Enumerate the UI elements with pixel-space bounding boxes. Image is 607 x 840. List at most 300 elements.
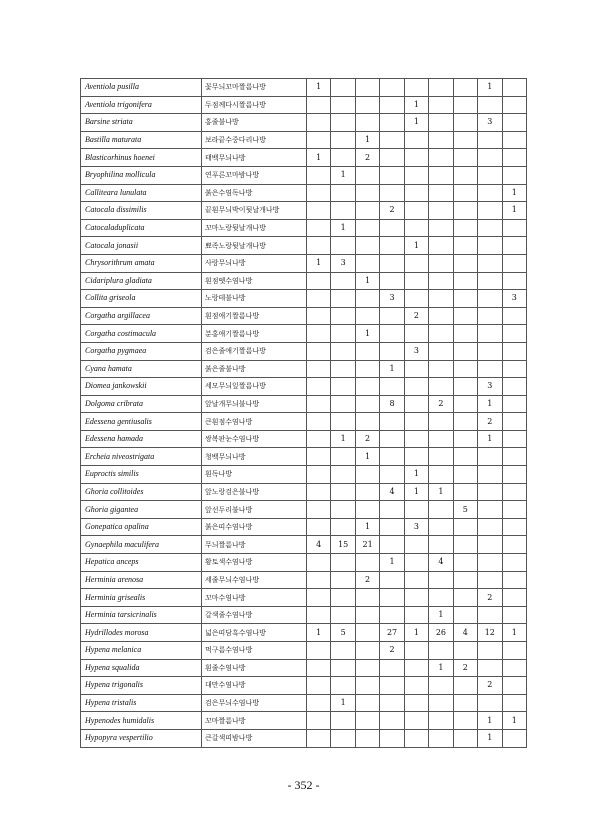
count-cell: 2	[478, 589, 502, 607]
count-cell	[429, 219, 453, 237]
count-cell: 1	[404, 466, 428, 484]
count-cell: 3	[502, 290, 527, 308]
count-cell	[307, 166, 331, 184]
count-cell	[404, 589, 428, 607]
table-row	[81, 554, 527, 572]
count-cell: 3	[478, 114, 502, 132]
count-cell	[380, 114, 404, 132]
korean-name: 보라끝수중다리나방	[202, 131, 307, 149]
count-cell: 2	[355, 149, 379, 167]
count-cell	[355, 202, 379, 220]
scientific-name: Corgatha costimacula	[81, 325, 202, 343]
korean-name: 꽃무늬꼬마짤름나방	[202, 79, 307, 97]
count-cell	[355, 360, 379, 378]
scientific-name: Diomea jankowskii	[81, 378, 202, 396]
count-cell	[380, 79, 404, 97]
count-cell	[355, 712, 379, 730]
count-cell: 2	[380, 642, 404, 660]
count-cell	[478, 149, 502, 167]
scientific-name: Hypenodes humidalis	[81, 712, 202, 730]
count-cell	[307, 642, 331, 660]
count-cell	[380, 131, 404, 149]
table-row	[81, 79, 527, 97]
table-row	[81, 466, 527, 484]
count-cell	[502, 342, 527, 360]
scientific-name: Catocaladuplicata	[81, 219, 202, 237]
table-row	[81, 202, 527, 220]
count-cell	[478, 290, 502, 308]
table-row	[81, 184, 527, 202]
korean-name: 붉은수염독나방	[202, 184, 307, 202]
count-cell	[331, 237, 355, 255]
count-cell	[429, 729, 453, 747]
count-cell	[429, 254, 453, 272]
count-cell	[502, 149, 527, 167]
count-cell	[429, 96, 453, 114]
count-cell	[307, 290, 331, 308]
scientific-name: Edessena hamada	[81, 430, 202, 448]
count-cell	[502, 554, 527, 572]
count-cell	[502, 606, 527, 624]
count-cell	[502, 518, 527, 536]
scientific-name: Corgatha pygmaea	[81, 342, 202, 360]
count-cell	[429, 325, 453, 343]
count-cell	[453, 202, 477, 220]
count-cell	[331, 466, 355, 484]
count-cell: 3	[404, 342, 428, 360]
count-cell	[331, 307, 355, 325]
korean-name: 태백무늬나방	[202, 149, 307, 167]
count-cell	[355, 342, 379, 360]
count-cell	[355, 589, 379, 607]
count-cell: 1	[404, 237, 428, 255]
species-table-body	[81, 79, 527, 748]
count-cell	[307, 659, 331, 677]
count-cell	[429, 131, 453, 149]
count-cell: 1	[502, 624, 527, 642]
count-cell: 1	[355, 518, 379, 536]
count-cell	[307, 272, 331, 290]
table-row	[81, 96, 527, 114]
count-cell	[331, 114, 355, 132]
korean-name: 큰갈색띠밤나방	[202, 729, 307, 747]
count-cell	[429, 413, 453, 431]
count-cell: 1	[502, 202, 527, 220]
count-cell: 1	[307, 254, 331, 272]
count-cell	[429, 202, 453, 220]
scientific-name: Aventiola trigonifera	[81, 96, 202, 114]
species-table	[80, 78, 527, 748]
count-cell	[453, 694, 477, 712]
count-cell: 8	[380, 395, 404, 413]
count-cell	[331, 677, 355, 695]
count-cell	[331, 448, 355, 466]
count-cell	[453, 272, 477, 290]
count-cell	[307, 712, 331, 730]
count-cell	[404, 254, 428, 272]
count-cell	[453, 96, 477, 114]
count-cell	[453, 466, 477, 484]
count-cell: 1	[404, 96, 428, 114]
count-cell	[502, 589, 527, 607]
scientific-name: Corgatha argillacea	[81, 307, 202, 325]
korean-name: 황토색수염나방	[202, 554, 307, 572]
korean-name: 세줄무늬수염나방	[202, 571, 307, 589]
count-cell	[478, 606, 502, 624]
table-row	[81, 729, 527, 747]
count-cell	[331, 554, 355, 572]
table-row	[81, 659, 527, 677]
count-cell	[307, 114, 331, 132]
count-cell	[429, 378, 453, 396]
korean-name: 꼬마짤름나방	[202, 712, 307, 730]
korean-name: 흰줄수염나방	[202, 659, 307, 677]
count-cell	[307, 307, 331, 325]
scientific-name: Ghoria gigantea	[81, 501, 202, 519]
count-cell	[307, 589, 331, 607]
count-cell	[429, 501, 453, 519]
count-cell	[453, 606, 477, 624]
count-cell	[380, 606, 404, 624]
count-cell: 15	[331, 536, 355, 554]
table-row	[81, 342, 527, 360]
count-cell	[355, 466, 379, 484]
count-cell	[331, 378, 355, 396]
count-cell	[453, 219, 477, 237]
count-cell	[331, 149, 355, 167]
scientific-name: Euproctis similis	[81, 466, 202, 484]
table-row	[81, 114, 527, 132]
korean-name: 검은줄애기짤름나방	[202, 342, 307, 360]
count-cell	[453, 254, 477, 272]
count-cell	[307, 219, 331, 237]
count-cell: 2	[429, 395, 453, 413]
count-cell: 1	[502, 184, 527, 202]
count-cell: 1	[355, 131, 379, 149]
table-row	[81, 677, 527, 695]
korean-name: 대만수염나방	[202, 677, 307, 695]
count-cell	[307, 694, 331, 712]
count-cell	[429, 79, 453, 97]
count-cell	[380, 448, 404, 466]
scientific-name: Hypena squalida	[81, 659, 202, 677]
count-cell: 1	[429, 483, 453, 501]
count-cell	[502, 272, 527, 290]
count-cell	[502, 79, 527, 97]
korean-name: 두점께다시짤름나방	[202, 96, 307, 114]
korean-name: 연푸른꼬마밤나방	[202, 166, 307, 184]
count-cell	[404, 131, 428, 149]
scientific-name: Herminia grisealis	[81, 589, 202, 607]
scientific-name: Cyana hamata	[81, 360, 202, 378]
count-cell	[478, 466, 502, 484]
table-row	[81, 606, 527, 624]
count-cell	[380, 518, 404, 536]
count-cell	[478, 272, 502, 290]
count-cell	[502, 571, 527, 589]
count-cell	[429, 642, 453, 660]
count-cell	[502, 360, 527, 378]
korean-name: 청백무늬나방	[202, 448, 307, 466]
count-cell	[453, 448, 477, 466]
count-cell	[404, 694, 428, 712]
count-cell	[453, 360, 477, 378]
korean-name: 꼬마노랑뒷날개나방	[202, 219, 307, 237]
table-row	[81, 237, 527, 255]
count-cell	[404, 219, 428, 237]
table-row	[81, 413, 527, 431]
count-cell	[331, 342, 355, 360]
count-cell	[380, 272, 404, 290]
count-cell	[331, 571, 355, 589]
count-cell	[404, 642, 428, 660]
count-cell	[453, 518, 477, 536]
count-cell	[502, 166, 527, 184]
count-cell	[404, 166, 428, 184]
count-cell	[502, 307, 527, 325]
count-cell	[404, 554, 428, 572]
count-cell	[429, 149, 453, 167]
table-row	[81, 395, 527, 413]
korean-name: 분홍애기짤름나방	[202, 325, 307, 343]
count-cell	[429, 518, 453, 536]
scientific-name: Dolgoma cribrata	[81, 395, 202, 413]
count-cell	[331, 501, 355, 519]
count-cell	[502, 237, 527, 255]
count-cell	[453, 483, 477, 501]
count-cell	[307, 571, 331, 589]
count-cell	[429, 430, 453, 448]
korean-name: 홍줄불나방	[202, 114, 307, 132]
count-cell	[331, 96, 355, 114]
count-cell	[331, 413, 355, 431]
count-cell	[453, 290, 477, 308]
count-cell	[404, 184, 428, 202]
count-cell	[355, 307, 379, 325]
count-cell	[355, 483, 379, 501]
count-cell	[380, 254, 404, 272]
count-cell	[502, 219, 527, 237]
count-cell: 1	[478, 430, 502, 448]
count-cell	[478, 518, 502, 536]
count-cell: 1	[331, 430, 355, 448]
count-cell	[502, 254, 527, 272]
count-cell	[453, 395, 477, 413]
count-cell	[502, 694, 527, 712]
count-cell: 1	[478, 712, 502, 730]
korean-name: 검은무늬수염나방	[202, 694, 307, 712]
korean-name: 꼬마수염나방	[202, 589, 307, 607]
count-cell	[307, 395, 331, 413]
count-cell	[502, 131, 527, 149]
count-cell	[478, 448, 502, 466]
korean-name: 세모무늬잎짤름나방	[202, 378, 307, 396]
scientific-name: Ercheia niveostrigata	[81, 448, 202, 466]
count-cell	[404, 729, 428, 747]
scientific-name: Chrysorithrum amata	[81, 254, 202, 272]
scientific-name: Hypena tristalis	[81, 694, 202, 712]
table-row	[81, 325, 527, 343]
count-cell	[355, 219, 379, 237]
count-cell	[307, 325, 331, 343]
count-cell: 1	[331, 694, 355, 712]
count-cell	[307, 501, 331, 519]
count-cell	[429, 694, 453, 712]
count-cell	[331, 290, 355, 308]
count-cell	[453, 237, 477, 255]
count-cell: 1	[307, 624, 331, 642]
count-cell	[355, 554, 379, 572]
korean-name: 노랑테불나방	[202, 290, 307, 308]
count-cell	[453, 131, 477, 149]
table-row	[81, 254, 527, 272]
count-cell: 1	[307, 79, 331, 97]
count-cell: 27	[380, 624, 404, 642]
count-cell	[355, 254, 379, 272]
korean-name: 붉은띠수염나방	[202, 518, 307, 536]
count-cell	[331, 184, 355, 202]
count-cell: 1	[478, 79, 502, 97]
count-cell	[307, 202, 331, 220]
count-cell	[404, 413, 428, 431]
count-cell	[404, 149, 428, 167]
korean-name: 흰독나방	[202, 466, 307, 484]
table-row	[81, 307, 527, 325]
scientific-name: Hypena trigonalis	[81, 677, 202, 695]
count-cell	[380, 325, 404, 343]
count-cell	[429, 184, 453, 202]
korean-name: 붉은줄불나방	[202, 360, 307, 378]
count-cell: 2	[478, 677, 502, 695]
table-row	[81, 518, 527, 536]
korean-name: 갈색줄수염나방	[202, 606, 307, 624]
count-cell: 1	[307, 149, 331, 167]
scientific-name: Ghoria collitoides	[81, 483, 202, 501]
table-row	[81, 149, 527, 167]
count-cell	[453, 184, 477, 202]
count-cell	[355, 501, 379, 519]
korean-name: 흰점뗏수염나방	[202, 272, 307, 290]
count-cell	[404, 501, 428, 519]
count-cell	[453, 307, 477, 325]
count-cell	[429, 307, 453, 325]
count-cell	[502, 536, 527, 554]
scientific-name: Catocala dissimilis	[81, 202, 202, 220]
table-row	[81, 501, 527, 519]
table-row	[81, 131, 527, 149]
count-cell	[355, 694, 379, 712]
table-row	[81, 571, 527, 589]
count-cell	[453, 413, 477, 431]
count-cell	[307, 96, 331, 114]
count-cell	[478, 571, 502, 589]
scientific-name: Gynaephila maculifera	[81, 536, 202, 554]
count-cell	[502, 114, 527, 132]
count-cell	[453, 114, 477, 132]
count-cell: 1	[355, 325, 379, 343]
count-cell: 2	[453, 659, 477, 677]
count-cell	[478, 642, 502, 660]
scientific-name: Hydrillodes morosa	[81, 624, 202, 642]
korean-name: 넓은띠담흑수염나방	[202, 624, 307, 642]
count-cell	[380, 413, 404, 431]
table-row	[81, 448, 527, 466]
count-cell	[307, 483, 331, 501]
count-cell	[502, 378, 527, 396]
scientific-name: Calliteara lunulata	[81, 184, 202, 202]
count-cell	[307, 430, 331, 448]
count-cell: 1	[380, 360, 404, 378]
count-cell	[404, 202, 428, 220]
count-cell: 3	[404, 518, 428, 536]
scientific-name: Collita griseola	[81, 290, 202, 308]
count-cell	[331, 79, 355, 97]
scientific-name: Bryophilina mollicula	[81, 166, 202, 184]
count-cell	[380, 589, 404, 607]
korean-name: 뾰족노랑뒷날개나방	[202, 237, 307, 255]
count-cell	[355, 96, 379, 114]
count-cell	[478, 536, 502, 554]
count-cell	[355, 378, 379, 396]
count-cell	[404, 290, 428, 308]
scientific-name: Hypopyra vespertilio	[81, 729, 202, 747]
count-cell	[502, 325, 527, 343]
count-cell	[429, 536, 453, 554]
count-cell	[429, 114, 453, 132]
count-cell	[355, 624, 379, 642]
count-cell	[331, 589, 355, 607]
count-cell: 1	[331, 219, 355, 237]
count-cell	[478, 307, 502, 325]
korean-name: 앞선두리불나방	[202, 501, 307, 519]
count-cell	[380, 501, 404, 519]
count-cell	[453, 325, 477, 343]
count-cell	[429, 360, 453, 378]
korean-name: 먹구름수염나방	[202, 642, 307, 660]
count-cell	[453, 79, 477, 97]
count-cell: 4	[453, 624, 477, 642]
count-cell	[502, 466, 527, 484]
korean-name: 끝흰무늬박이뒷날개나방	[202, 202, 307, 220]
count-cell: 5	[331, 624, 355, 642]
count-cell: 3	[478, 378, 502, 396]
table-row	[81, 694, 527, 712]
count-cell: 4	[429, 554, 453, 572]
count-cell	[429, 237, 453, 255]
page-number: - 352 -	[287, 778, 320, 792]
count-cell	[307, 554, 331, 572]
count-cell	[429, 677, 453, 695]
korean-name: 사랑무늬나방	[202, 254, 307, 272]
count-cell	[380, 149, 404, 167]
count-cell	[453, 589, 477, 607]
count-cell	[380, 219, 404, 237]
korean-name: 쌍복판눈수염나방	[202, 430, 307, 448]
count-cell	[307, 729, 331, 747]
count-cell	[380, 96, 404, 114]
count-cell	[478, 131, 502, 149]
count-cell: 4	[380, 483, 404, 501]
count-cell	[355, 729, 379, 747]
count-cell: 2	[478, 413, 502, 431]
count-cell	[331, 483, 355, 501]
count-cell	[355, 677, 379, 695]
count-cell: 1	[429, 606, 453, 624]
count-cell	[307, 360, 331, 378]
count-cell	[478, 254, 502, 272]
count-cell	[453, 342, 477, 360]
scientific-name: Catocala jonasii	[81, 237, 202, 255]
